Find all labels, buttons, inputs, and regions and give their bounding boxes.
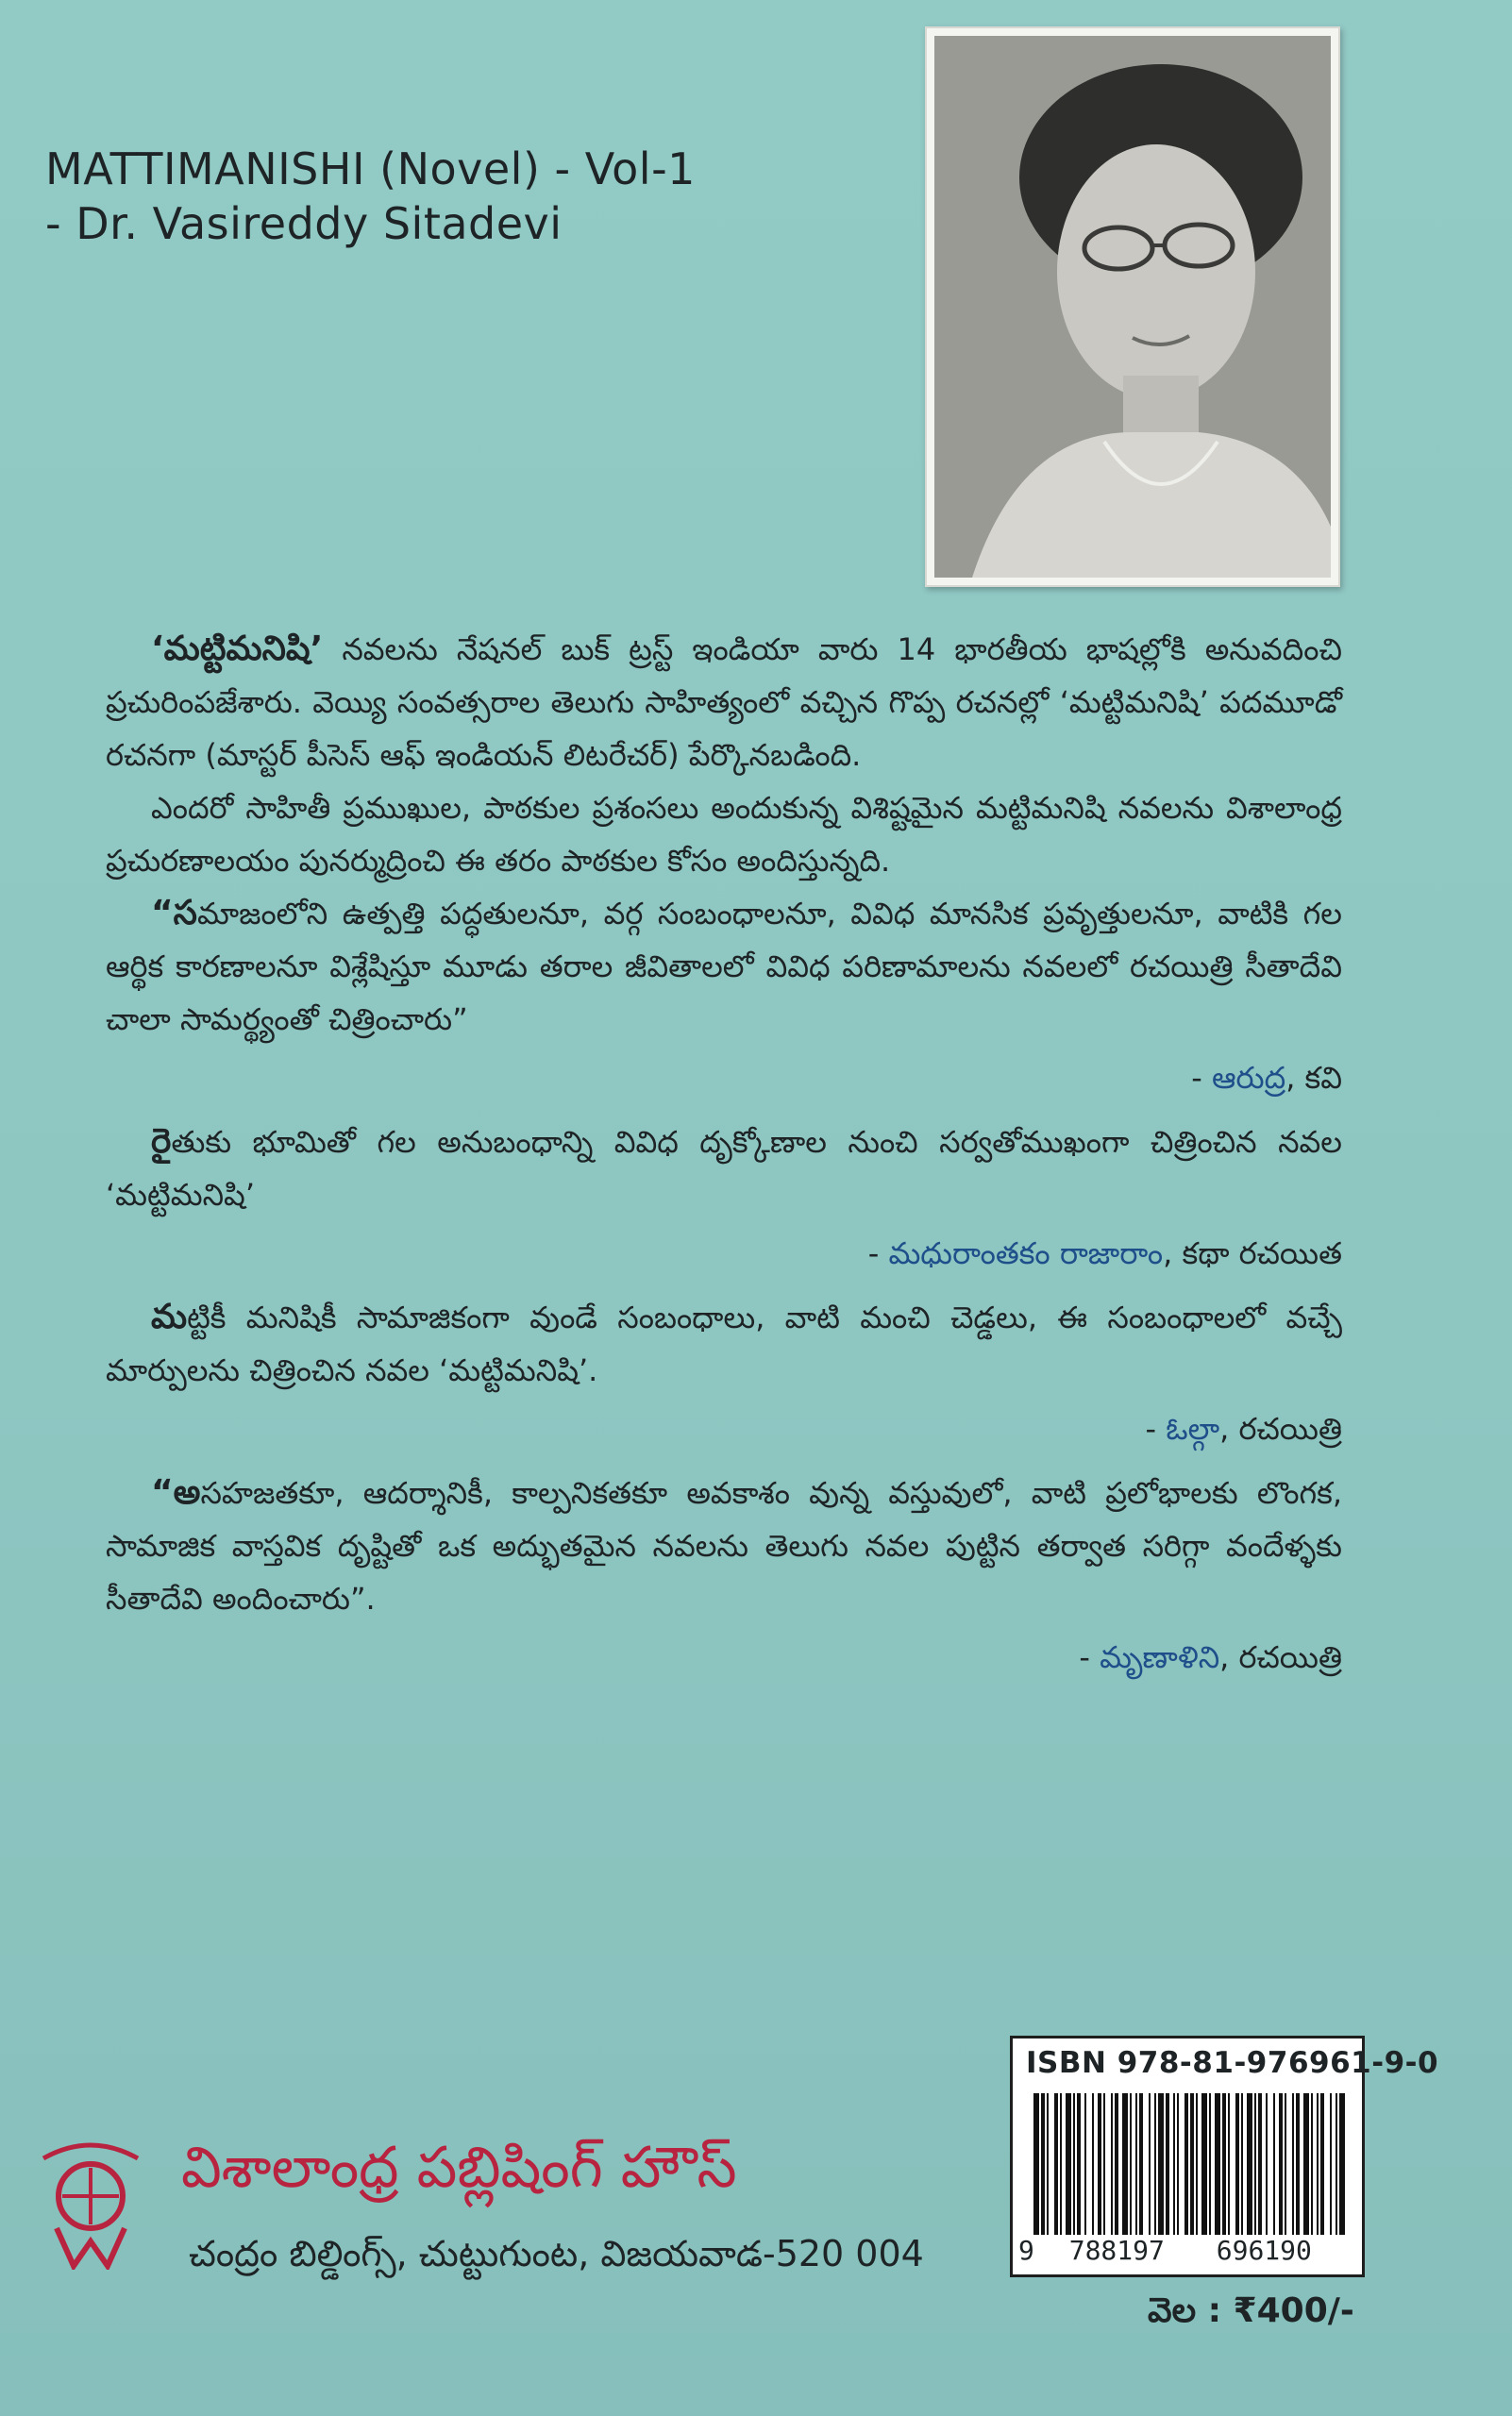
barcode-bar: [1177, 2093, 1179, 2235]
barcode-bar: [1296, 2093, 1300, 2235]
barcode-bar: [1084, 2093, 1086, 2235]
barcode-bar: [1077, 2093, 1081, 2235]
publisher-emblem-icon: [34, 2138, 147, 2270]
barcode-bar: [1201, 2093, 1207, 2235]
attribution-role: , రచయిత్రి: [1219, 1639, 1342, 1675]
quote-4-dropcap: “అ: [151, 1473, 201, 1512]
barcode-bar: [1190, 2093, 1194, 2235]
attribution-dash: -: [1079, 1639, 1100, 1675]
blurb-paragraph-1: [106, 623, 1342, 781]
barcode-icon: [1033, 2093, 1345, 2235]
barcode-bar: [1122, 2093, 1128, 2235]
barcode-bar: [1115, 2093, 1118, 2235]
quote-1-text: మాజంలోని ఉత్పత్తి పద్ధతులనూ, వర్గ సంబంధాలనూ, వివిధ మానసిక ప్రవృత్తులనూ, వాటికి గల ఆర్థిక కారణాలనూ విశ్లేషిస్తూ మూడు తరాల జీవితాలలో వివిధ పరిణామాలను నవలలో రచయిత్రి సీతాదేవి చాలా సామర్థ్యంతో చిత్రించారు”: [106, 896, 1342, 1037]
barcode-bar: [1158, 2093, 1164, 2235]
attribution-name: మధురాంతకం రాజారాం: [888, 1235, 1164, 1271]
barcode-bar: [1033, 2093, 1039, 2235]
barcode-bar: [1292, 2093, 1294, 2235]
blurb-paragraph-1-text: నవలను నేషనల్ బుక్ ట్రస్ట్ ఇండియా వారు 14 భారతీయ భాషల్లోకి అనువదించి ప్రచురింపజేశారు. వెయ్యి సంవత్సరాల తెలుగు సాహిత్యంలో వచ్చిన గొప్ప రచనల్లో ‘మట్టిమనిషి’ పదమూడో రచనగా (మాస్టర్ పీసెస్ ఆఫ్ ఇండియన్ లిటరేచర్) పేర్కొనబడింది.: [106, 631, 1342, 773]
quote-2-attribution: [106, 1227, 1342, 1280]
barcode-digit-lead: 9: [1018, 2235, 1034, 2266]
barcode-bar: [1196, 2093, 1198, 2235]
barcode-bar: [1173, 2093, 1175, 2235]
quote-3: [106, 1291, 1342, 1397]
quote-3-text: ట్టికీ మనిషికీ సామాజికంగా వుండే సంబంధాలు, వాటి మంచి చెడ్డలు, ఈ సంబంధాలలో వచ్చే మార్పులను చిత్రించిన నవల ‘మట్టిమనిషి’.: [106, 1300, 1342, 1388]
barcode-bar: [1222, 2093, 1226, 2235]
publisher-address: చంద్రం బిల్డింగ్స్, చుట్టుగుంట, విజయవాడ-520 004: [189, 2233, 924, 2274]
quote-1-dropcap: “స: [151, 894, 197, 932]
author-credit: - Dr. Vasireddy Sitadevi: [45, 198, 563, 249]
barcode-bar: [1303, 2093, 1309, 2235]
barcode-bar: [1066, 2093, 1071, 2235]
barcode-bar: [1254, 2093, 1256, 2235]
barcode-bar: [1149, 2093, 1151, 2235]
barcode-bar: [1285, 2093, 1286, 2235]
author-portrait-image: [934, 36, 1331, 578]
attribution-role: , రచయిత్రి: [1219, 1411, 1342, 1447]
isbn-label: ISBN 978-81-976961-9-0: [1026, 2046, 1439, 2080]
blurb-paragraph-2: ఎందరో సాహితీ ప్రముఖుల, పాఠకుల ప్రశంసలు అందుకున్న విశిష్టమైన మట్టిమనిషి నవలను విశాలాంధ్ర ప్రచురణాలయం పునర్ముద్రించి ఈ తరం పాఠకుల కోసం అందిస్తున్నది.: [106, 790, 1342, 879]
quote-4: [106, 1467, 1342, 1625]
barcode-bar: [1184, 2093, 1188, 2235]
portrait-icon: [934, 36, 1331, 578]
barcode-bar: [1092, 2093, 1094, 2235]
isbn-barcode-box: [1010, 2036, 1439, 2277]
quote-1-attribution: [106, 1051, 1342, 1104]
attribution-role: , కథా రచయిత: [1163, 1235, 1342, 1271]
barcode-bar: [1041, 2093, 1045, 2235]
barcode-bar: [1154, 2093, 1156, 2235]
barcode-bar: [1139, 2093, 1143, 2235]
quote-2-text: తుకు భూమితో గల అనుబంధాన్ని వివిధ దృక్కోణాల నుంచి సర్వతోముఖంగా చిత్రించిన నవల ‘మట్టిమనిషి’: [106, 1124, 1342, 1213]
attribution-dash: -: [1191, 1060, 1212, 1096]
quote-2: [106, 1116, 1342, 1221]
barcode-bar: [1047, 2093, 1049, 2235]
blurb-book-name: ‘మట్టిమనిషి’: [151, 629, 324, 668]
barcode-digits: [1018, 2235, 1353, 2266]
barcode-bar: [1339, 2093, 1345, 2235]
price-label: వెల : ₹400/-: [1148, 2291, 1354, 2330]
attribution-name: ఓల్గా: [1166, 1411, 1220, 1447]
barcode-bar: [1228, 2093, 1230, 2235]
barcode-bar: [1135, 2093, 1137, 2235]
barcode-bar: [1247, 2093, 1252, 2235]
barcode-bar: [1103, 2093, 1105, 2235]
barcode-bar: [1336, 2093, 1337, 2235]
barcode-bar: [1073, 2093, 1075, 2235]
attribution-name: మృణాళిని: [1100, 1639, 1220, 1675]
barcode-bar: [1320, 2093, 1324, 2235]
book-title: MATTIMANISHI (Novel) - Vol-1: [45, 143, 696, 194]
barcode-bar: [1330, 2093, 1332, 2235]
quote-4-attribution: [106, 1631, 1342, 1684]
quote-1: [106, 887, 1342, 1046]
barcode-bar: [1273, 2093, 1275, 2235]
barcode-digits-left-group: 788197: [1068, 2235, 1165, 2266]
barcode-bar: [1098, 2093, 1101, 2235]
barcode-bar: [1209, 2093, 1211, 2235]
attribution-dash: -: [1145, 1411, 1167, 1447]
barcode-bar: [1266, 2093, 1268, 2235]
barcode-bar: [1317, 2093, 1319, 2235]
quote-4-text: సహజతకూ, ఆదర్శానికీ, కాల్పనికతకూ అవకాశం వున్న వస్తువులో, వాటి ప్రలోభాలకు లొంగక, సామాజిక వాస్తవిక దృష్టితో ఒక అద్భుతమైన నవలను తెలుగు నవల పుట్టిన తర్వాత సరిగ్గా వందేళ్ళకు సీతాదేవి అందించారు”.: [106, 1475, 1342, 1617]
barcode-bar: [1054, 2093, 1058, 2235]
barcode-bar: [1241, 2093, 1243, 2235]
barcode-bar: [1215, 2093, 1220, 2235]
barcode-bar: [1130, 2093, 1132, 2235]
barcode-bar: [1166, 2093, 1169, 2235]
book-title-block: [45, 142, 696, 251]
attribution-role: , కవి: [1285, 1060, 1342, 1096]
barcode-bar: [1111, 2093, 1113, 2235]
author-photo: [925, 26, 1340, 587]
barcode-bar: [1235, 2093, 1239, 2235]
barcode-bar: [1311, 2093, 1313, 2235]
quote-3-attribution: [106, 1402, 1342, 1455]
blurb-section: [106, 623, 1342, 1695]
quote-2-dropcap: రై: [151, 1122, 172, 1161]
barcode-digits-right-group: 696190: [1216, 2235, 1312, 2266]
attribution-dash: -: [867, 1235, 889, 1271]
barcode-bar: [1258, 2093, 1262, 2235]
barcode-bar: [1060, 2093, 1062, 2235]
publisher-name: విశాలాంధ్ర పబ్లిషింగ్ హౌస్: [181, 2135, 737, 2201]
barcode-bar: [1279, 2093, 1283, 2235]
attribution-name: ఆరుద్ర: [1212, 1060, 1286, 1096]
quote-3-dropcap: మ: [151, 1298, 188, 1336]
